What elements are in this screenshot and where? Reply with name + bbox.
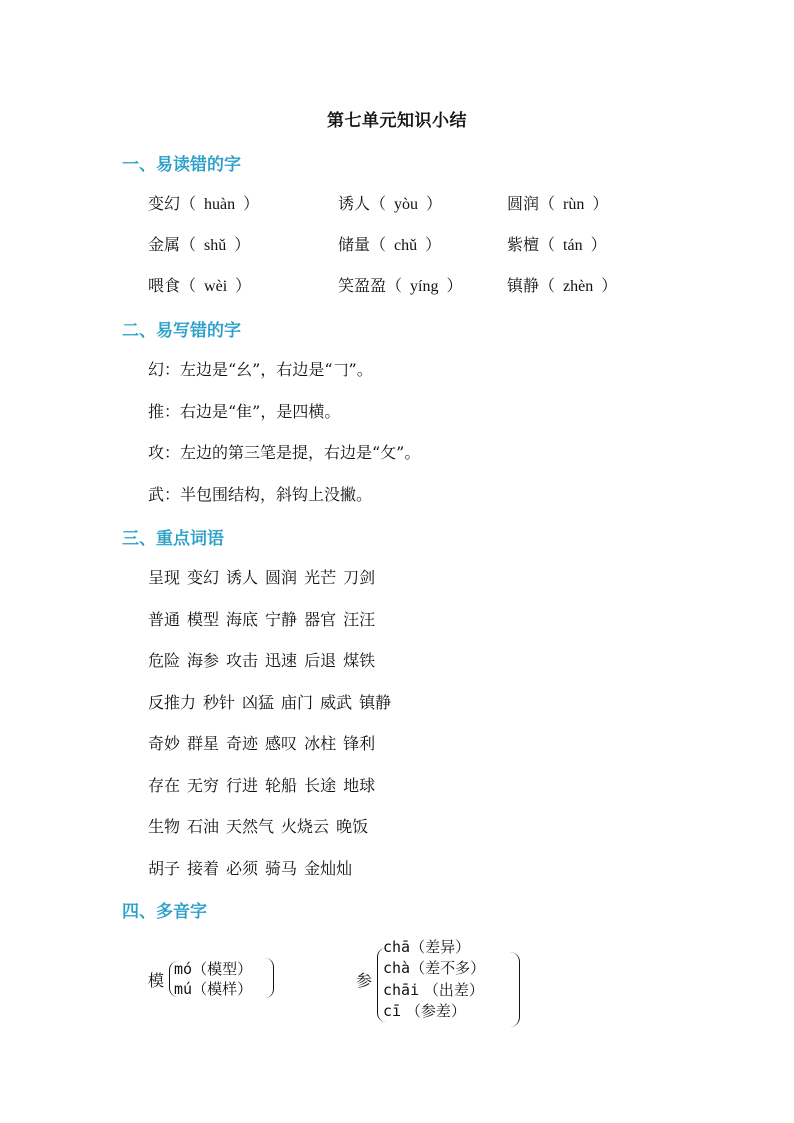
pinyin: shǔ <box>204 237 227 254</box>
paren-open: （ <box>180 276 197 295</box>
key-word: 危险 <box>148 651 181 670</box>
word: 紫檀 <box>507 235 540 254</box>
key-word: 生物 <box>148 817 181 836</box>
key-word: 无穷 <box>187 776 220 795</box>
easy-read-item <box>507 191 608 214</box>
paren-close: ） <box>601 276 618 295</box>
key-word: 行进 <box>226 776 259 795</box>
key-words-row <box>148 607 382 630</box>
word: 金属 <box>148 235 181 254</box>
key-word: 群星 <box>187 734 220 753</box>
key-word: 长途 <box>304 776 337 795</box>
key-word: 凶猛 <box>242 693 275 712</box>
key-word: 海参 <box>187 651 220 670</box>
reading-pinyin: cī <box>383 1002 402 1020</box>
paren-open: （ <box>539 194 556 213</box>
key-word: 金灿灿 <box>304 859 353 878</box>
key-word: 诱人 <box>226 568 259 587</box>
word: 镇静 <box>507 276 540 295</box>
reading-pinyin: chà <box>383 959 411 977</box>
key-words-row <box>148 773 382 796</box>
key-word: 器官 <box>304 610 337 629</box>
easy-write-note: 攻：左边的第三笔是提，右边是“攵”。 <box>148 443 421 462</box>
key-word: 冰柱 <box>304 734 337 753</box>
polyphone-char-mo: 模 <box>148 971 165 990</box>
reading-word: （出差） <box>419 981 484 999</box>
key-word: 攻击 <box>226 651 259 670</box>
key-word: 威武 <box>320 693 353 712</box>
key-words-row <box>148 648 382 671</box>
easy-read-item <box>148 191 259 214</box>
reading-pinyin: chāi <box>383 981 420 999</box>
key-word: 宁静 <box>265 610 298 629</box>
section-heading-easy-write: 二、易写错的字 <box>122 321 241 341</box>
right-paren <box>510 952 520 1027</box>
pinyin: chǔ <box>394 237 418 254</box>
easy-read-item <box>338 273 463 296</box>
section-heading-polyphones: 四、多音字 <box>122 902 207 922</box>
paren-close: ） <box>592 194 609 213</box>
paren-open: （ <box>539 276 556 295</box>
key-words-row <box>148 731 382 754</box>
pinyin: huàn <box>204 196 236 213</box>
key-word: 奇妙 <box>148 734 181 753</box>
polyphone-reading <box>174 958 252 979</box>
paren-close: ） <box>425 235 442 254</box>
paren-close: ） <box>590 235 607 254</box>
right-paren <box>265 958 274 998</box>
key-words-row <box>148 856 359 879</box>
paren-open: （ <box>370 194 387 213</box>
polyphone-reading <box>383 1000 466 1021</box>
word: 笑盈盈 <box>338 276 387 295</box>
easy-write-note: 推：右边是“隹”，是四横。 <box>148 402 341 421</box>
pinyin: yòu <box>394 196 419 213</box>
easy-write-note: 幻：左边是“幺”，右边是“𠃌”。 <box>148 360 373 379</box>
pinyin: wèi <box>204 278 228 295</box>
paren-close: ） <box>234 235 251 254</box>
paren-open: （ <box>386 276 403 295</box>
word: 变幻 <box>148 194 181 213</box>
key-word: 秒针 <box>203 693 236 712</box>
page-title: 第七单元知识小结 <box>327 111 467 131</box>
paren-close: ） <box>446 276 463 295</box>
polyphone-reading <box>383 936 470 957</box>
key-word: 海底 <box>226 610 259 629</box>
easy-write-note: 武：半包围结构，斜钩上没撇。 <box>148 485 373 504</box>
easy-read-item <box>507 273 617 296</box>
key-word: 锋利 <box>343 734 376 753</box>
paren-close: ） <box>243 194 260 213</box>
key-word: 刀剑 <box>343 568 376 587</box>
pinyin: zhèn <box>563 278 594 295</box>
key-word: 火烧云 <box>281 817 330 836</box>
reading-word: （差不多） <box>410 959 486 977</box>
reading-word: （参差） <box>401 1002 466 1020</box>
reading-word: （差异） <box>410 938 471 956</box>
easy-read-item <box>507 232 607 255</box>
paren-close: ） <box>426 194 443 213</box>
key-words-row <box>148 565 382 588</box>
pinyin: rùn <box>563 196 585 213</box>
section-heading-easy-read: 一、易读错的字 <box>122 155 241 175</box>
key-word: 感叹 <box>265 734 298 753</box>
section-heading-key-words: 三、重点词语 <box>122 529 224 549</box>
polyphone-char-can: 参 <box>356 971 373 990</box>
key-words-row <box>148 814 375 837</box>
reading-pinyin: mó <box>174 960 193 978</box>
key-word: 胡子 <box>148 859 181 878</box>
pinyin: tán <box>563 237 583 254</box>
reading-pinyin: mú <box>174 980 193 998</box>
paren-open: （ <box>370 235 387 254</box>
paren-open: （ <box>180 194 197 213</box>
key-word: 天然气 <box>226 817 275 836</box>
easy-read-item <box>148 232 250 255</box>
key-word: 呈现 <box>148 568 181 587</box>
key-word: 奇迹 <box>226 734 259 753</box>
reading-word: （模样） <box>192 980 253 998</box>
key-word: 后退 <box>304 651 337 670</box>
key-word: 圆润 <box>265 568 298 587</box>
key-word: 普通 <box>148 610 181 629</box>
key-word: 晚饭 <box>336 817 369 836</box>
word: 圆润 <box>507 194 540 213</box>
polyphone-reading <box>383 979 484 1000</box>
easy-read-item <box>338 191 442 214</box>
key-word: 庙门 <box>281 693 314 712</box>
pinyin: yíng <box>410 278 439 295</box>
key-word: 煤铁 <box>343 651 376 670</box>
key-word: 接着 <box>187 859 220 878</box>
key-word: 汪汪 <box>343 610 376 629</box>
key-word: 石油 <box>187 817 220 836</box>
key-word: 存在 <box>148 776 181 795</box>
reading-pinyin: chā <box>383 938 411 956</box>
key-word: 迅速 <box>265 651 298 670</box>
key-word: 光芒 <box>304 568 337 587</box>
key-word: 必须 <box>226 859 259 878</box>
key-word: 地球 <box>343 776 376 795</box>
word: 诱人 <box>338 194 371 213</box>
word: 储量 <box>338 235 371 254</box>
key-word: 镇静 <box>359 693 392 712</box>
key-word: 轮船 <box>265 776 298 795</box>
easy-read-item <box>338 232 441 255</box>
polyphone-reading <box>383 957 485 978</box>
reading-word: （模型） <box>192 960 253 978</box>
key-word: 变幻 <box>187 568 220 587</box>
paren-open: （ <box>539 235 556 254</box>
polyphone-reading <box>174 978 252 999</box>
key-words-row <box>148 690 398 713</box>
easy-read-item <box>148 273 251 296</box>
paren-close: ） <box>235 276 252 295</box>
key-word: 骑马 <box>265 859 298 878</box>
word: 喂食 <box>148 276 181 295</box>
paren-open: （ <box>180 235 197 254</box>
key-word: 模型 <box>187 610 220 629</box>
key-word: 反推力 <box>148 693 197 712</box>
